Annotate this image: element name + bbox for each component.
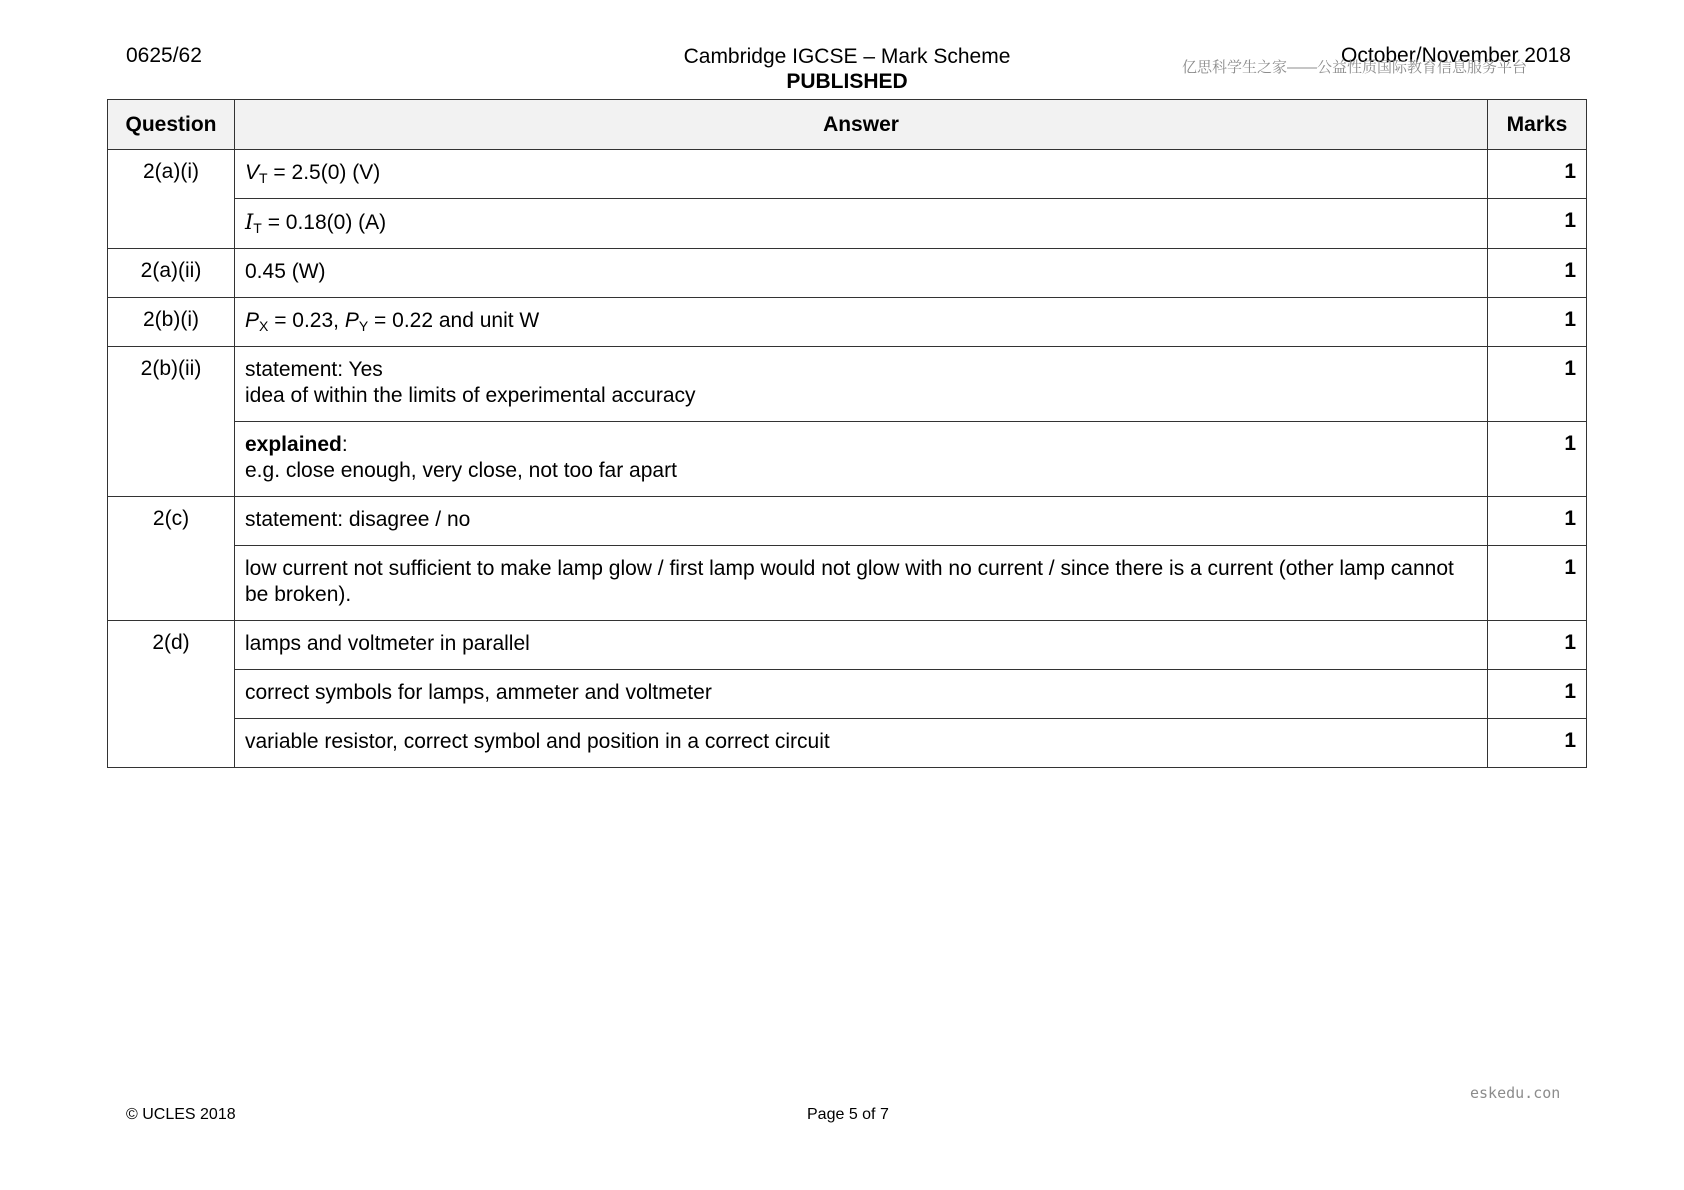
marks-cell: 1	[1488, 670, 1587, 719]
marks-cell: 1	[1488, 497, 1587, 546]
exam-session: October/November 2018	[1341, 44, 1571, 67]
marks-cell: 1	[1488, 150, 1587, 199]
copyright-notice: © UCLES 2018	[126, 1106, 236, 1123]
answer-cell: explained: e.g. close enough, very close, not too far apart	[235, 422, 1488, 497]
answer-cell: $V_T = 2.5(0)$ (V)	[235, 150, 1488, 199]
marks-cell: 1	[1488, 298, 1587, 347]
table-row	[108, 150, 1587, 199]
table-header-row	[108, 100, 1587, 150]
document-title: Cambridge IGCSE – Mark Scheme	[683, 45, 1011, 68]
answer-cell: $I_T = 0.18(0)$ (A)	[235, 199, 1488, 249]
table-row	[108, 199, 1587, 249]
answer-cell: statement: Yes idea of within the limits of experimental accuracy	[235, 347, 1488, 422]
question-cell: 2(b)(i)	[108, 298, 235, 347]
column-header-answer: Answer	[235, 100, 1488, 150]
marks-cell: 1	[1488, 422, 1587, 497]
marks-cell: 1	[1488, 347, 1587, 422]
answer-cell: correct symbols for lamps, ammeter and voltmeter	[235, 670, 1488, 719]
table-row	[108, 497, 1587, 546]
table-row	[108, 298, 1587, 347]
table-row	[108, 422, 1587, 497]
question-cell: 2(b)(ii)	[108, 347, 235, 497]
marks-cell: 1	[1488, 199, 1587, 249]
question-cell: 2(a)(ii)	[108, 249, 235, 298]
published-label: PUBLISHED	[786, 70, 908, 93]
answer-cell: $P_X = 0.23$, $P_Y = 0.22$ and unit W	[235, 298, 1488, 347]
table-row	[108, 347, 1587, 422]
document-code: 0625/62	[126, 44, 202, 67]
table-row	[108, 249, 1587, 298]
table-row	[108, 719, 1587, 768]
marks-cell: 1	[1488, 249, 1587, 298]
answer-cell: statement: disagree / no	[235, 497, 1488, 546]
answer-cell: variable resistor, correct symbol and position in a correct circuit	[235, 719, 1488, 768]
marks-cell: 1	[1488, 719, 1587, 768]
mark-scheme-table	[107, 99, 1587, 768]
table-row	[108, 670, 1587, 719]
question-cell: 2(d)	[108, 621, 235, 768]
marks-cell: 1	[1488, 621, 1587, 670]
table-row	[108, 621, 1587, 670]
column-header-question: Question	[108, 100, 235, 150]
page-number: Page 5 of 7	[807, 1106, 889, 1123]
question-cell: 2(c)	[108, 497, 235, 621]
question-cell: 2(a)(i)	[108, 150, 235, 249]
answer-cell: 0.45 (W)	[235, 249, 1488, 298]
footer-watermark: eskedu.con	[1470, 1084, 1561, 1102]
watermark-text: 亿思科学生之家——公益性质国际教育信息服务平台	[1182, 59, 1528, 76]
column-header-marks: Marks	[1488, 100, 1587, 150]
table-row	[108, 546, 1587, 621]
answer-cell: low current not sufficient to make lamp glow / first lamp would not glow with no current / since there is a current (other lamp cannot be broken).	[235, 546, 1488, 621]
answer-cell: lamps and voltmeter in parallel	[235, 621, 1488, 670]
marks-cell: 1	[1488, 546, 1587, 621]
